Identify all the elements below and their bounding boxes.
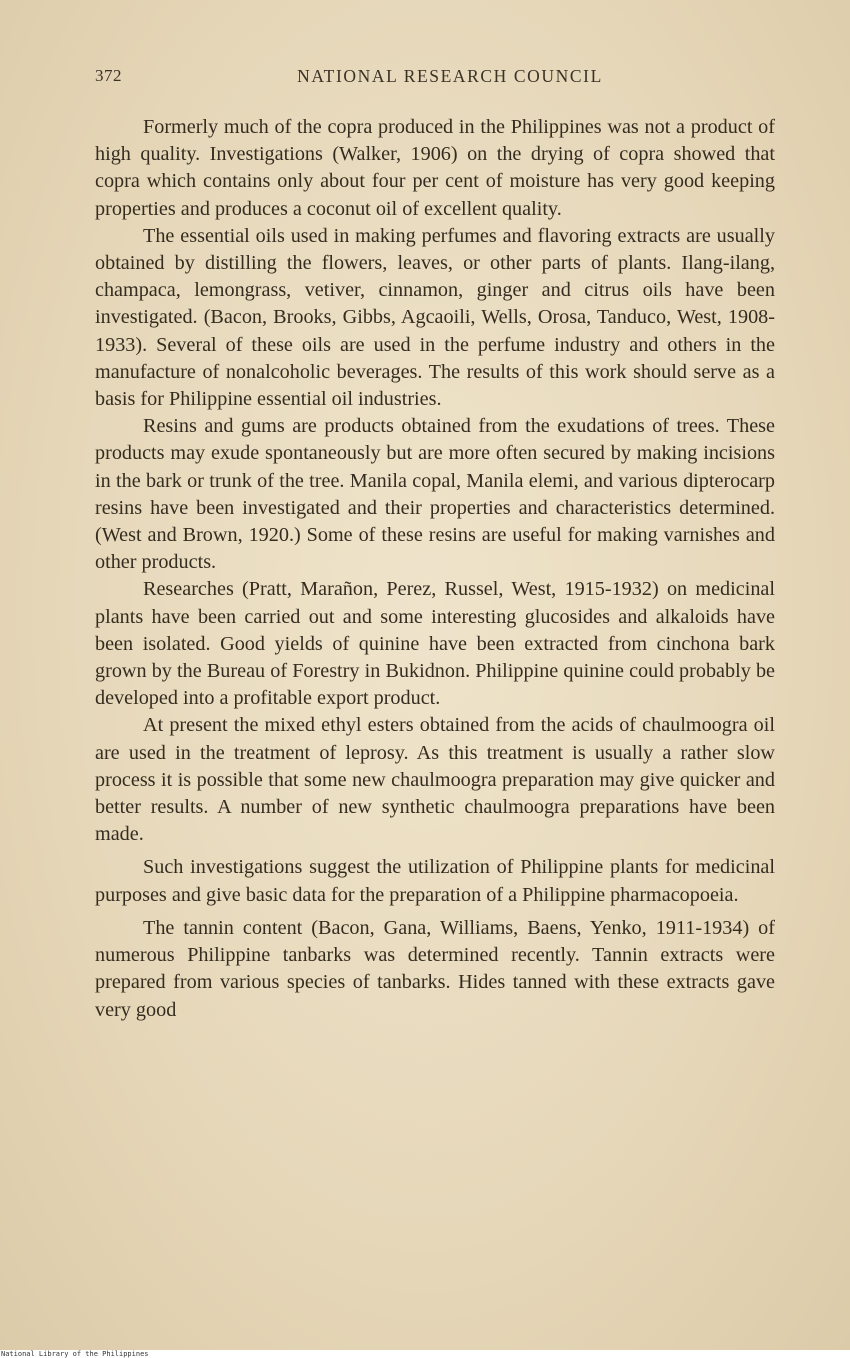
body-text: [95, 114, 775, 1024]
page-header: [95, 66, 775, 94]
library-credit: National Library of the Philippines: [1, 1350, 149, 1358]
paragraph-resins-gums: Resins and gums are products obtained from the exudations of trees. These products may exude spontaneously but are more often secured by making incisions in the bark or trunk of the tree. Manila copal, Manila elemi, and various dipterocarp resins have been investigated and their properties and characteristics determined. (West and Brown, 1920.) Some of these resins are useful for making varnishes and other products.: [95, 415, 775, 574]
paragraph-chaulmoogra: At present the mixed ethyl esters obtained from the acids of chaulmoogra oil are used in the treatment of leprosy. As this treatment is usually a rather slow process it is possible that some new chaulmoogra preparation may give quicker and better results. A number of new synthetic chaulmoogra preparations have been made.: [95, 714, 775, 846]
paragraph-medicinal-plants: Researches (Pratt, Marañon, Perez, Russel, West, 1915-1932) on medicinal plants have been carried out and some interesting glucosides and alkaloids have been isolated. Good yields of quinine have been extracted from cinchona bark grown by the Bureau of Forestry in Bukidnon. Philippine quinine could probably be developed into a profitable export product.: [95, 578, 775, 710]
paragraph-tannin: The tannin content (Bacon, Gana, Williams, Baens, Yenko, 1911-1934) of numerous Philippine tanbarks was determined recently. Tannin extracts were prepared from various species of tanbarks. Hides tanned with these extracts gave very good: [95, 916, 775, 1021]
paragraph-pharmacopoeia: Such investigations suggest the utilization of Philippine plants for medicinal purposes and give basic data for the preparation of a Philippine pharmacopoeia.: [95, 856, 775, 906]
running-title: NATIONAL RESEARCH COUNCIL: [297, 66, 603, 86]
paragraph-copra: Formerly much of the copra produced in the Philippines was not a product of high quality. Investigations (Walker, 1906) on the drying of copra showed that copra which contains only about four per cent of moisture has very good keeping properties and produces a coconut oil of excellent quality.: [95, 116, 775, 220]
page-number: 372: [95, 66, 122, 85]
paragraph-essential-oils: The essential oils used in making perfumes and flavoring extracts are usually obtained by distilling the flowers, leaves, or other parts of plants. Ilang-ilang, champaca, lemongrass, vetiver, cinnamon, ginger and citrus oils have been investigated. (Bacon, Brooks, Gibbs, Agcaoili, Wells, Orosa, Tanduco, West, 1908-1933). Several of these oils are used in the perfume industry and others in the manufacture of nonalcoholic beverages. The results of this work should serve as a basis for Philippine essential oil industries.: [95, 224, 775, 411]
